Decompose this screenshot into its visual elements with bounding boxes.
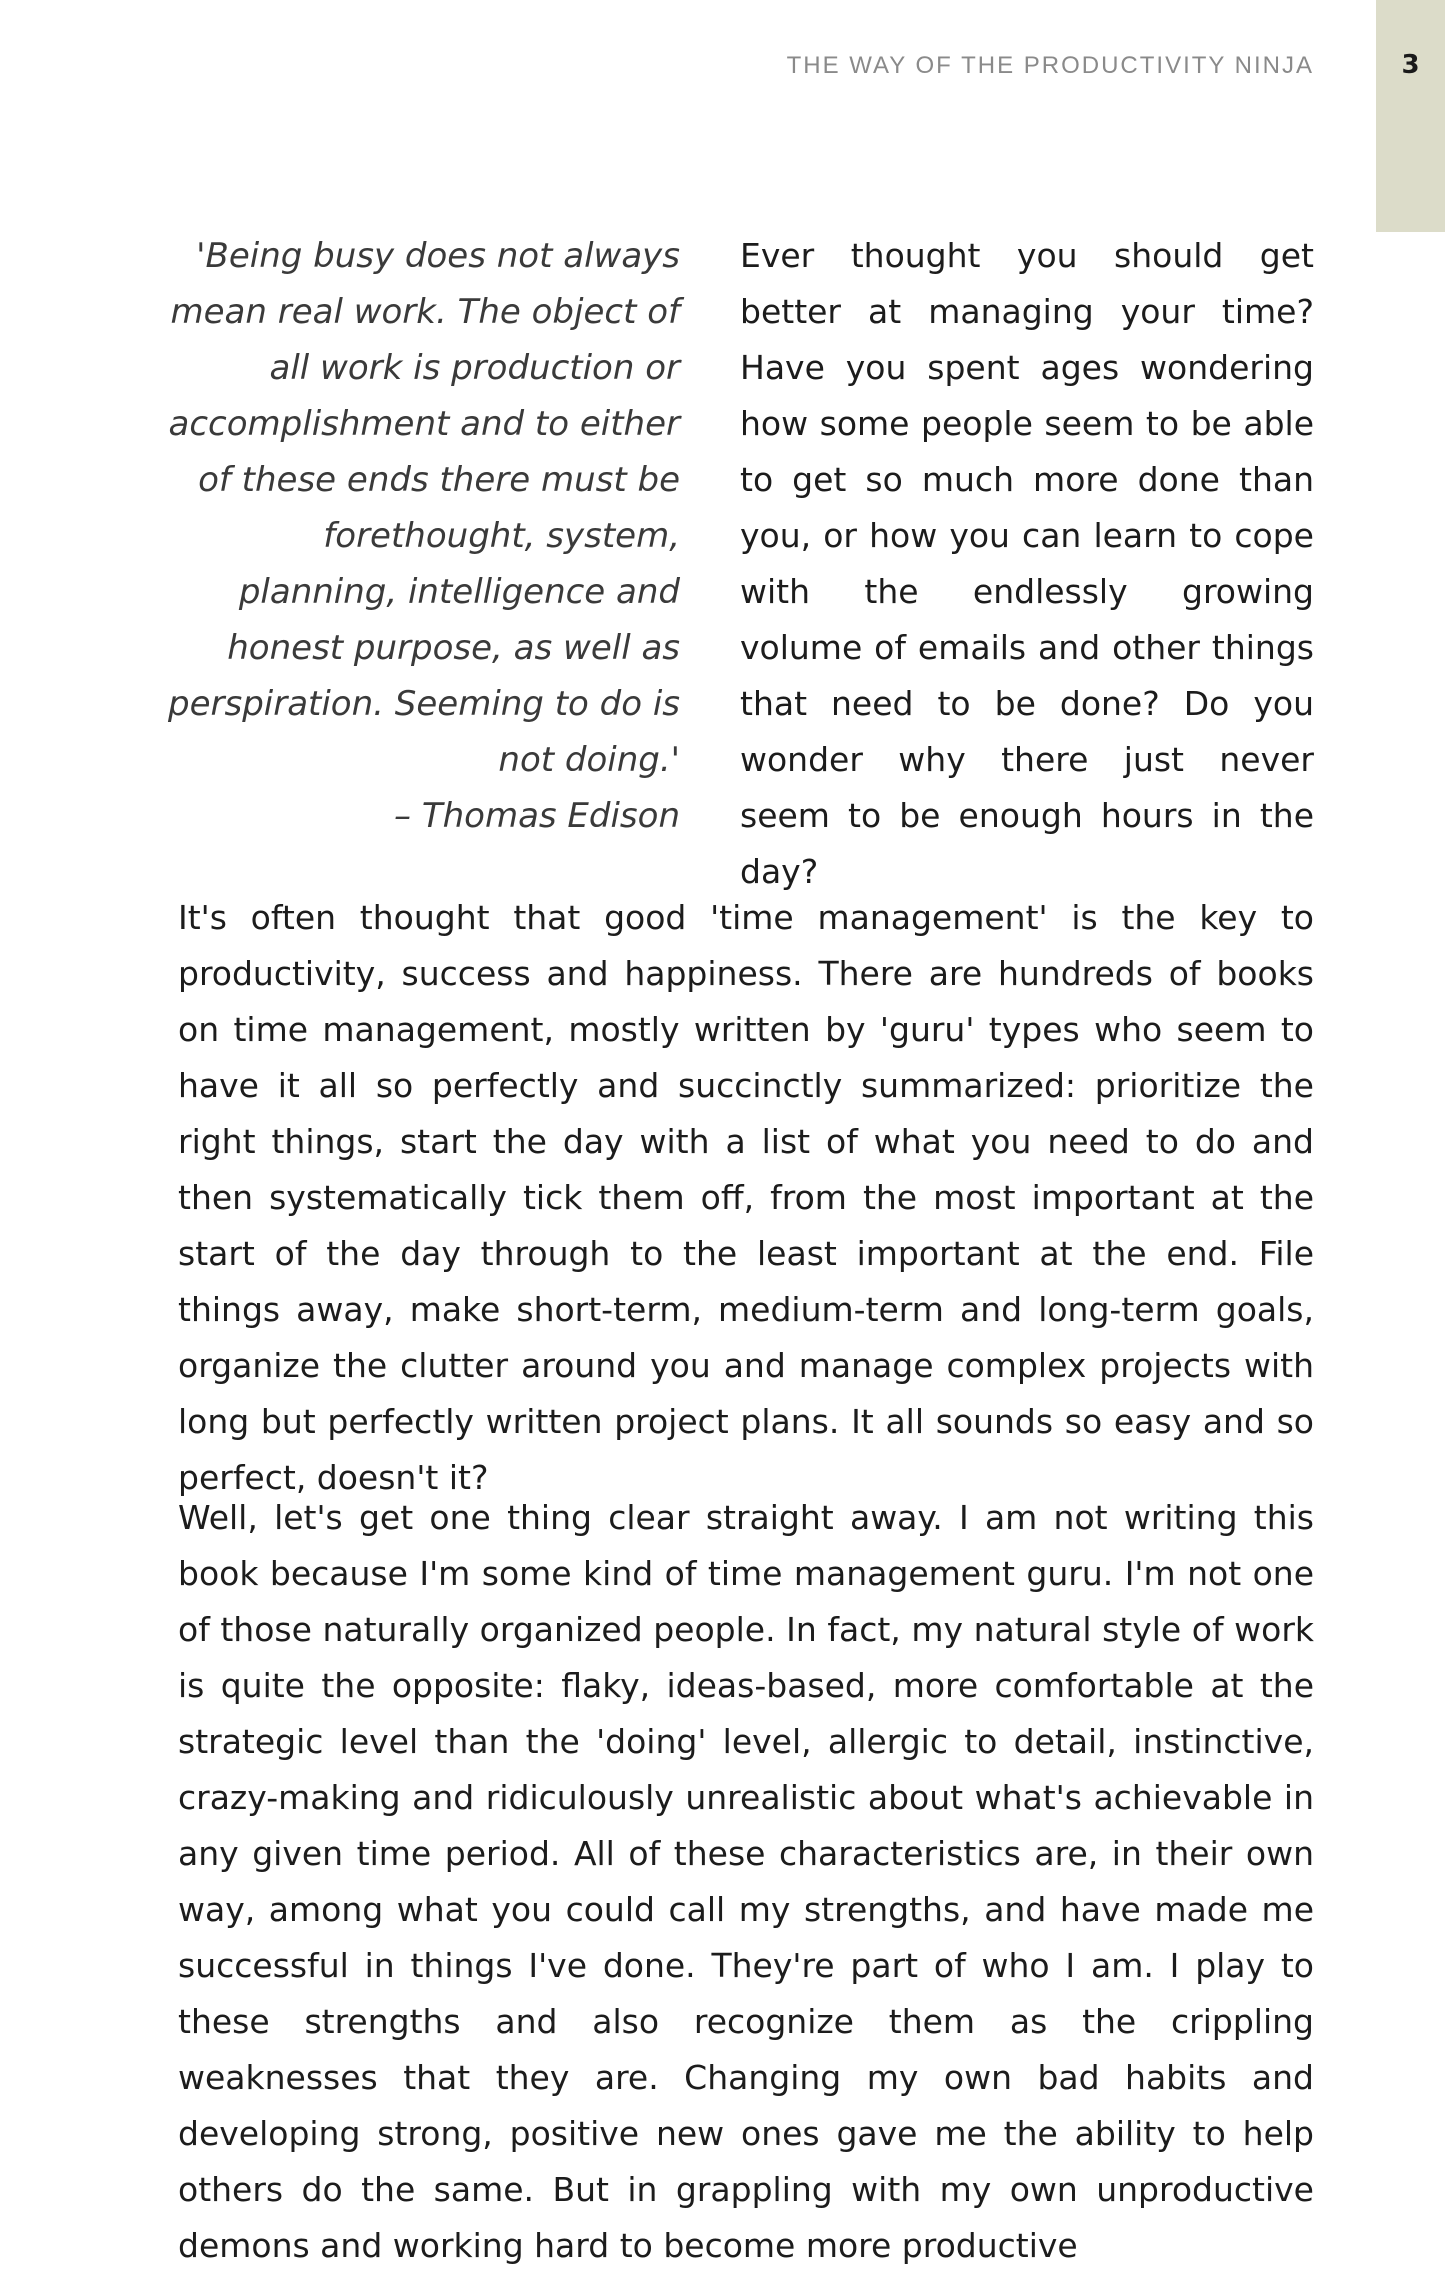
intro-paragraph: Ever thought you should get better at managing your time? Have you spent ages wondering how some people seem to be able to get so much more done than you, or how you can learn to cope with the endlessly growing volume of emails and other things that need to be done? Do you wonder why there just never seem to be enough hours in the day? (740, 236, 1314, 891)
body-paragraph-2: Well, let's get one thing clear straight away. I am not writing this book because I'm some kind of time management guru. I'm not one of those naturally organized people. In fact, my natural style of work is quite the opposite: flaky, ideas-based, more comfortable at the strategic level than the 'doing' level, allergic to detail, instinctive, crazy-making and ridiculously unrealistic about what's achievable in any given time period. All of these characteristics are, in their own way, among what you could call my strengths, and have made me successful in things I've done. They're part of who I am. I play to these strengths and also recognize them as the crippling weaknesses that they are. Changing my own bad habits and developing strong, positive new ones gave me the ability to help others do the same. But in grappling with my own unproductive demons and working hard to become more productive (178, 1498, 1314, 2265)
epigraph-attribution: – Thomas Edison (394, 796, 680, 836)
page-number: 3 (1401, 50, 1420, 80)
body-paragraph-1: It's often thought that good 'time management' is the key to productivity, success and happiness. There are hundreds of books on time management, mostly written by 'guru' types who seem to have it all so perfectly and succinctly summarized: prioritize the right things, start the day with a list of what you need to do and then systematically tick them off, from the most important at the start of the day through to the least important at the end. File things away, make short-term, medium-term and long-term goals, organize the clutter around you and manage complex projects with long but perfectly written project plans. It all sounds so easy and so perfect, doesn't it? (178, 898, 1314, 1497)
thumb-tab (1376, 0, 1445, 232)
epigraph (160, 228, 680, 844)
running-head: THE WAY OF THE PRODUCTIVITY NINJA (786, 52, 1314, 79)
epigraph-quote: 'Being busy does not always mean real work. The object of all work is production or accomplishment and to either of these ends there must be forethought, system, planning, intelligence and honest purpose, as well as perspiration. Seeming to do is not doing.' (168, 236, 680, 780)
